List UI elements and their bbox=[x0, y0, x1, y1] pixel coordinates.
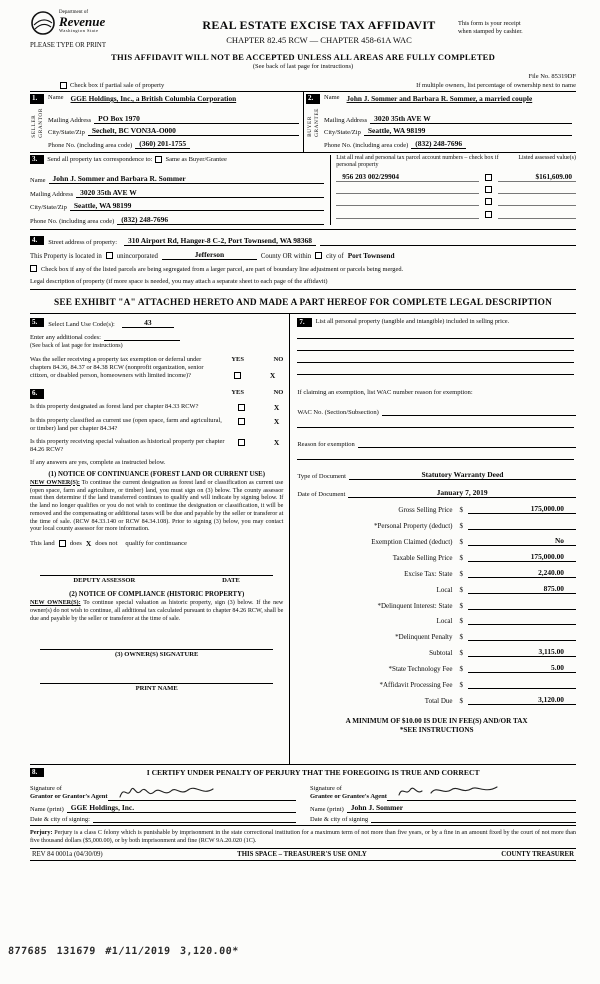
seller-city-label: City/State/Zip bbox=[48, 129, 85, 136]
corr-city-label: City/State/Zip bbox=[30, 204, 67, 211]
buyer-name-label: Name bbox=[324, 94, 340, 101]
treasurer-space-label: THIS SPACE – TREASURER'S USE ONLY bbox=[237, 851, 367, 858]
personal-property-checkbox-3[interactable] bbox=[485, 198, 492, 205]
forest-yes-checkbox[interactable] bbox=[238, 404, 245, 411]
parcel-row bbox=[336, 185, 576, 194]
parcel-row bbox=[336, 197, 576, 206]
buyer-mailing-label: Mailing Address bbox=[324, 116, 368, 124]
county-treasurer-label: COUNTY TREASURER bbox=[501, 851, 574, 858]
grantee-signature-block bbox=[310, 781, 576, 823]
seller-name-value: GGE Holdings, Inc., a British Columbia Corporation bbox=[70, 94, 237, 103]
dor-logo bbox=[30, 10, 180, 36]
personal-property-checkbox-4[interactable] bbox=[485, 211, 492, 218]
partial-sale-checkbox[interactable] bbox=[60, 82, 67, 89]
doc-type-label: Type of Document bbox=[297, 473, 346, 480]
section-2-buyer bbox=[303, 92, 576, 152]
doc-date-label: Date of Document bbox=[297, 491, 346, 498]
seller-mailing-field[interactable] bbox=[144, 116, 299, 124]
section-4-number: 4. bbox=[30, 236, 44, 246]
grantee-date-field[interactable] bbox=[371, 815, 576, 823]
corr-mailing-value: 3020 35th AVE W bbox=[76, 188, 141, 198]
fee-delinquent-state-field[interactable] bbox=[468, 600, 576, 610]
rev-number: REV 84 0001a (04/30/09) bbox=[32, 851, 103, 858]
grantor-signature bbox=[116, 782, 226, 802]
personal-property-field[interactable] bbox=[297, 327, 574, 339]
grantee-signature-line[interactable] bbox=[387, 781, 576, 801]
fee-penalty-field[interactable] bbox=[468, 631, 576, 641]
notice-compliance-body: NEW OWNER(S): To continue special valuation as historic property, sign (3) below. If the new owner(s) do not wish to continue, all additional tax calculated pursuant to chapter 84.26 RCW, shall be due and payable by the seller or transferor at the time of sale. bbox=[30, 600, 284, 622]
section-6-number: 6. bbox=[30, 389, 44, 399]
page-subtitle: CHAPTER 82.45 RCW — CHAPTER 458-61A WAC bbox=[226, 35, 412, 45]
grantee-signature bbox=[395, 782, 505, 802]
receipt-note: This form is your receipt when stamped by cashier. bbox=[458, 20, 523, 36]
if-any-yes-note: If any answers are yes, complete as instructed below. bbox=[30, 458, 166, 466]
fee-row-gross: Gross Selling Price $ 175,000.00 bbox=[297, 504, 576, 514]
grantee-sig-label-2: Grantee or Grantee's Agent bbox=[310, 792, 387, 800]
personal-property-field[interactable] bbox=[297, 363, 574, 375]
perjury-text: Perjury is a class C felony which is punishable by imprisonment in the state correctional institution for a maximum term of not more than five years, or by a fine in an amount fixed by the court of not more than five thousand dollars ($5,000.00), or by both imprisonment and fine (RCW 9A.20.020 (1C). bbox=[30, 830, 576, 844]
fee-total-value: 3,120.00 bbox=[468, 695, 576, 705]
city-checkbox[interactable] bbox=[315, 252, 322, 259]
grantor-date-label: Date & city of signing: bbox=[30, 816, 90, 823]
doc-type-value: Statutory Warranty Deed bbox=[349, 470, 576, 480]
current-use-no-mark: X bbox=[273, 416, 280, 426]
forest-land-question: Is this property designated as forest land per chapter 84.33 RCW? X bbox=[30, 403, 280, 413]
does-not-qualify-mark: X bbox=[85, 539, 92, 549]
segregated-label: Check box if any of the listed parcels are being segregated from a larger parcel, are part of boundary line adjustment or parcels being merged. bbox=[41, 265, 404, 273]
notice-continuance-title: (1) NOTICE OF CONTINUANCE (FOREST LAND OR CURRENT USE) bbox=[48, 470, 265, 478]
same-as-buyer-label: Same as Buyer/Grantee bbox=[165, 155, 227, 163]
buyer-city-field[interactable] bbox=[429, 128, 572, 136]
exemption-wac-note: If claiming an exemption, list WAC number reason for exemption: bbox=[297, 389, 473, 396]
grantee-sig-label-1: Signature of bbox=[310, 784, 342, 792]
parcel-number-field[interactable] bbox=[336, 185, 479, 194]
fee-subtotal-value: 3,115.00 bbox=[468, 647, 576, 657]
exemption-yes-checkbox[interactable] bbox=[234, 372, 241, 379]
unincorporated-checkbox[interactable] bbox=[106, 252, 113, 259]
see-instructions-note: *SEE INSTRUCTIONS bbox=[399, 725, 474, 734]
fee-row-tech-fee: *State Technology Fee $ 5.00 bbox=[297, 663, 576, 673]
parcel-row bbox=[336, 210, 576, 219]
type-or-print-note: PLEASE TYPE OR PRINT bbox=[30, 42, 106, 49]
corr-phone-field[interactable] bbox=[172, 217, 324, 225]
logo-dept-text: Department of bbox=[59, 10, 89, 15]
multiple-owners-note: If multiple owners, list percentage of ownership next to name bbox=[416, 82, 576, 89]
seller-mailing-label: Mailing Address bbox=[48, 116, 92, 124]
reason-exemption-field[interactable] bbox=[358, 440, 576, 448]
unincorporated-label: unincorporated bbox=[116, 252, 158, 260]
exhibit-a-line: SEE EXHIBIT "A" ATTACHED HERETO AND MADE A PART HEREOF FOR COMPLETE LEGAL DESCRIPTION bbox=[53, 297, 553, 308]
fee-row-penalty: *Delinquent Penalty $ bbox=[297, 631, 576, 641]
reason-exemption-label: Reason for exemption bbox=[297, 441, 355, 448]
legal-description-label: Legal description of property (if more space is needed, you may attach a separate sheet to each page of the affidavit) bbox=[30, 277, 328, 285]
corr-city-value: Seattle, WA 98199 bbox=[70, 201, 136, 211]
parcel-row bbox=[336, 172, 576, 182]
grantor-name-field[interactable] bbox=[138, 805, 296, 813]
city-value: Port Townsend bbox=[347, 250, 395, 260]
city-of-label: city of bbox=[326, 252, 344, 260]
same-as-buyer-checkbox[interactable] bbox=[155, 156, 162, 163]
street-address-field[interactable] bbox=[320, 238, 576, 246]
fee-row-excise-local: Local $ 875.00 bbox=[297, 584, 576, 594]
exemption-question-row bbox=[30, 356, 283, 381]
seller-name-label: Name bbox=[48, 94, 64, 101]
county-suffix: County OR within bbox=[260, 252, 312, 260]
buyer-mailing-value: 3020 35th AVE W bbox=[370, 114, 435, 124]
yes-label: YES bbox=[231, 355, 244, 363]
historic-yes-checkbox[interactable] bbox=[238, 439, 245, 446]
section-7-number: 7. bbox=[297, 318, 311, 328]
personal-property-label: List all personal property (tangible and intangible) included in selling price. bbox=[315, 317, 510, 325]
grantee-name-field[interactable] bbox=[407, 805, 576, 813]
footer-bar bbox=[30, 848, 576, 861]
owners-signature-caption: (3) OWNER(S) SIGNATURE bbox=[114, 651, 199, 659]
grantor-name-label: Name (print) bbox=[30, 806, 64, 813]
file-number: File No. 85319DF bbox=[528, 73, 576, 80]
partial-sale-row bbox=[60, 82, 576, 89]
assessed-value-field[interactable] bbox=[498, 185, 576, 194]
section-8-certification bbox=[30, 765, 576, 827]
corr-phone-label: Phone No. (including area code) bbox=[30, 217, 115, 225]
fee-row-personal: *Personal Property (deduct) $ bbox=[297, 520, 576, 530]
parcel-number-value: 956 203 002/29904 bbox=[336, 172, 479, 182]
fee-row-subtotal: Subtotal $ 3,115.00 bbox=[297, 647, 576, 657]
exemption-question-text: Was the seller receiving a property tax exemption or deferral under chapters 84.36, 84.37 or 84.38 RCW (nonprofit organization, senior citizen, or disabled person, homeowners with limited income)? bbox=[30, 355, 204, 380]
deputy-assessor-signature-line[interactable] bbox=[40, 564, 273, 576]
buyer-mailing-field[interactable] bbox=[435, 116, 572, 124]
fee-row-excise-state: Excise Tax: State $ 2,240.00 bbox=[297, 568, 576, 578]
forest-no-mark: X bbox=[273, 403, 280, 413]
seller-grantor-side-label: SELLER GRANTOR bbox=[31, 107, 44, 138]
page-title: REAL ESTATE EXCISE TAX AFFIDAVIT bbox=[202, 18, 436, 32]
assessed-value-header: Listed assessed value(s) bbox=[518, 154, 576, 161]
corr-mailing-label: Mailing Address bbox=[30, 190, 74, 198]
street-address-value: 310 Airport Rd, Hanger-8 C-2, Port Townsend, WA 98368 bbox=[124, 236, 316, 246]
segregated-checkbox[interactable] bbox=[30, 265, 37, 272]
wac-number-label: WAC No. (Section/Subsection) bbox=[297, 409, 379, 416]
fee-delinquent-local-field[interactable] bbox=[468, 616, 576, 626]
fee-row-processing: *Affidavit Processing Fee $ bbox=[297, 679, 576, 689]
parcel-number-field[interactable] bbox=[336, 197, 479, 206]
perjury-notice bbox=[30, 829, 576, 845]
send-correspondence-label: Send all property tax correspondence to: bbox=[47, 155, 153, 163]
perjury-lead: Perjury: bbox=[30, 830, 53, 836]
current-use-yes-checkbox[interactable] bbox=[238, 418, 245, 425]
does-qualify-checkbox[interactable] bbox=[59, 540, 66, 547]
corr-name-field[interactable] bbox=[190, 176, 325, 184]
historic-question: Is this property receiving special valuation as historical property per chapter 84.26 RCW? X bbox=[30, 438, 280, 454]
street-address-label: Street address of property: bbox=[48, 238, 118, 246]
buyer-phone-value: (832) 248-7696 bbox=[411, 139, 466, 149]
historic-no-mark: X bbox=[273, 438, 280, 448]
county-value: Jefferson bbox=[162, 250, 257, 260]
see-back-note-2: (See back of last page for instructions) bbox=[30, 342, 123, 349]
section-8-number: 8. bbox=[30, 768, 44, 778]
treasurer-stamp: 877685 131679 #1/11/2019 3,120.00* bbox=[7, 946, 239, 957]
seller-phone-label: Phone No. (including area code) bbox=[48, 141, 133, 149]
print-name-caption: PRINT NAME bbox=[135, 685, 178, 693]
completion-warning: THIS AFFIDAVIT WILL NOT BE ACCEPTED UNLESS ALL AREAS ARE FULLY COMPLETED bbox=[111, 52, 495, 62]
fee-row-exemption: Exemption Claimed (deduct) $ No bbox=[297, 536, 576, 546]
parcel-header: List all real and personal tax parcel account numbers – check box if personal property bbox=[336, 154, 499, 168]
fee-row-taxable: Taxable Selling Price $ 175,000.00 bbox=[297, 552, 576, 562]
reason-extra-field[interactable] bbox=[297, 448, 574, 460]
assessor-date-label: DATE bbox=[222, 577, 240, 585]
sections-5-6 bbox=[30, 314, 289, 764]
buyer-city-label: City/State/Zip bbox=[324, 129, 361, 136]
fee-tech-value: 5.00 bbox=[468, 663, 576, 673]
assessed-value-field[interactable] bbox=[498, 197, 576, 206]
grantee-name-label: Name (print) bbox=[310, 806, 344, 813]
see-back-note: (See back of last page for instructions) bbox=[252, 63, 354, 70]
fee-processing-field[interactable] bbox=[468, 679, 576, 689]
buyer-phone-label: Phone No. (including area code) bbox=[324, 141, 409, 149]
grantor-date-field[interactable] bbox=[93, 815, 296, 823]
owners-signature-line[interactable] bbox=[40, 638, 273, 650]
fee-gross-value: 175,000.00 bbox=[468, 504, 576, 514]
corr-name-value: John J. Sommer and Barbara R. Sommer bbox=[49, 174, 190, 184]
seller-city-value: Sechelt, BC VON3A-O000 bbox=[88, 126, 180, 136]
seller-buyer-section bbox=[30, 91, 576, 153]
fee-excise-state-value: 2,240.00 bbox=[468, 568, 576, 578]
fee-taxable-value: 175,000.00 bbox=[468, 552, 576, 562]
fee-row-delinquent-state: *Delinquent Interest: State $ bbox=[297, 600, 576, 610]
seller-phone-value: (360) 201-1755 bbox=[135, 139, 190, 149]
logo-state-text: Washington State bbox=[59, 28, 99, 33]
grantor-sig-label-2: Grantor or Grantor's Agent bbox=[30, 792, 108, 800]
form-header bbox=[30, 10, 576, 49]
continuance-qualify-row: This land does X does not qualify for continuance bbox=[30, 539, 187, 549]
land-use-label: Select Land Use Code(s): bbox=[48, 320, 115, 328]
section-1-seller bbox=[30, 92, 303, 152]
buyer-grantee-side-label: BUYER GRANTEE bbox=[307, 107, 320, 137]
assessed-value-field[interactable] bbox=[498, 210, 576, 219]
wac-extra-field[interactable] bbox=[297, 416, 574, 428]
certify-statement: I CERTIFY UNDER PENALTY OF PERJURY THAT THE FOREGOING IS TRUE AND CORRECT bbox=[146, 767, 480, 777]
section-6-yes-no-header: YES NO bbox=[231, 389, 284, 397]
fee-excise-local-value: 875.00 bbox=[468, 584, 576, 594]
additional-codes-label: Enter any additional codes: bbox=[30, 333, 101, 341]
personal-property-field[interactable] bbox=[297, 351, 574, 363]
current-use-question: Is this property classified as current use (open space, farm and agricultural, or timber) land per chapter 84.34? X bbox=[30, 416, 280, 433]
personal-property-field[interactable] bbox=[297, 339, 574, 351]
section-3-number: 3. bbox=[30, 155, 44, 165]
located-prefix: This Property is located in bbox=[30, 252, 102, 260]
additional-codes-field[interactable] bbox=[104, 333, 180, 341]
fee-row-delinquent-local: Local $ bbox=[297, 616, 576, 626]
section-3-correspondence bbox=[30, 153, 576, 230]
grantor-name-value: GGE Holdings, Inc. bbox=[67, 803, 138, 813]
buyer-city-value: Seattle, WA 98199 bbox=[364, 126, 430, 136]
fee-personal-field[interactable] bbox=[468, 520, 576, 530]
partial-sale-label: Check box if partial sale of property bbox=[70, 82, 165, 89]
grantor-signature-line[interactable] bbox=[108, 781, 296, 801]
section-1-number: 1. bbox=[30, 94, 44, 104]
assessed-value: $161,609.00 bbox=[498, 172, 576, 182]
notice-compliance-title: (2) NOTICE OF COMPLIANCE (HISTORIC PROPERTY) bbox=[69, 591, 245, 599]
section-2-number: 2. bbox=[306, 94, 320, 104]
print-name-line[interactable] bbox=[40, 672, 273, 684]
grantor-signature-block bbox=[30, 781, 296, 823]
fee-row-total: Total Due $ 3,120.00 bbox=[297, 695, 576, 705]
parcel-panel bbox=[330, 155, 576, 225]
section-7 bbox=[289, 314, 576, 764]
grantee-name-value: John J. Sommer bbox=[347, 803, 407, 813]
dor-seal-icon bbox=[30, 10, 56, 36]
fee-table bbox=[297, 504, 576, 705]
middle-columns bbox=[30, 313, 576, 765]
seller-mailing-value: PO Box 1970 bbox=[94, 114, 144, 124]
minimum-fee-note: A MINIMUM OF $10.00 IS DUE IN FEE(S) AND/OR TAX bbox=[345, 716, 528, 725]
land-use-code-value: 43 bbox=[122, 318, 174, 328]
seller-city-field[interactable] bbox=[180, 128, 299, 136]
corr-mailing-field[interactable] bbox=[141, 190, 325, 198]
notice-continuance-body: NEW OWNER(S): To continue the current designation as forest land or classification as current use (open space, farm and agriculture, or timber) land, you must sign on (3) below. The county assessor must then determine if the land transferred continues to qualify and will indicate by signing below. If the land no longer qualifies or you do not wish to continue the designation or classification, it will be removed and the compensating or additional taxes will be due and payable by the seller or transferor at the time of sale. (RCW 84.33.140 or RCW 84.34.108). Prior to signing (3) below, you may contact your local county assessor for more information. bbox=[30, 479, 284, 533]
doc-date-value: January 7, 2019 bbox=[348, 488, 576, 498]
parcel-number-field[interactable] bbox=[336, 210, 479, 219]
fee-exemption-value: No bbox=[468, 536, 576, 546]
deputy-assessor-label: DEPUTY ASSESSOR bbox=[73, 577, 136, 585]
personal-property-checkbox-2[interactable] bbox=[485, 186, 492, 193]
grantor-sig-label-1: Signature of bbox=[30, 784, 62, 792]
corr-phone-value: (832) 248-7696 bbox=[117, 215, 172, 225]
corr-name-label: Name bbox=[30, 177, 46, 184]
no-label: NO bbox=[273, 355, 284, 363]
logo-revenue-text: Revenue bbox=[59, 14, 106, 29]
corr-city-field[interactable] bbox=[135, 203, 324, 211]
grantee-date-label: Date & city of signing bbox=[310, 816, 369, 823]
buyer-name-value: John J. Sommer and Barbara R. Sommer, a married couple bbox=[346, 94, 533, 103]
exemption-no-mark: X bbox=[269, 370, 276, 380]
section-4-property bbox=[30, 230, 576, 290]
wac-number-field[interactable] bbox=[382, 408, 576, 416]
personal-property-checkbox-1[interactable] bbox=[485, 174, 492, 181]
section-5-number: 5. bbox=[30, 318, 44, 328]
deputy-assessor-caption-row bbox=[30, 577, 283, 584]
